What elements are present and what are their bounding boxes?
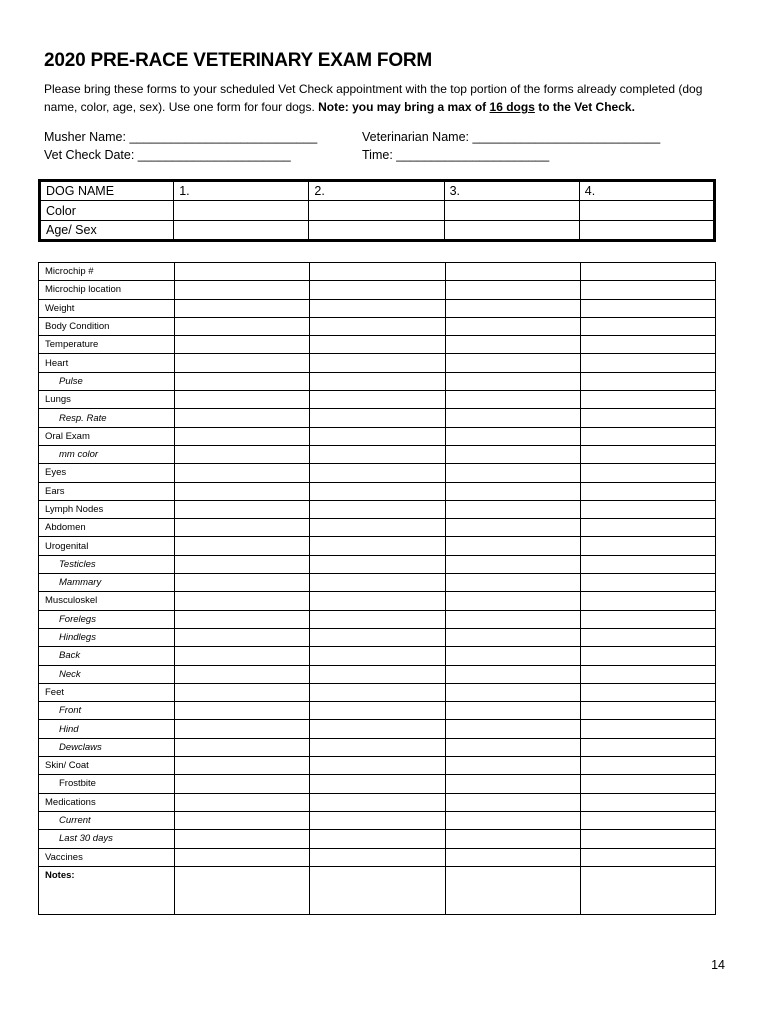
exam-row xyxy=(39,263,716,281)
exam-row xyxy=(39,555,716,573)
exam-cell[interactable] xyxy=(310,372,445,390)
exam-cell[interactable] xyxy=(175,281,310,299)
exam-cell[interactable] xyxy=(310,555,445,573)
exam-cell[interactable] xyxy=(580,317,715,335)
exam-row-label: Microchip location xyxy=(39,281,175,299)
exam-row xyxy=(39,702,716,720)
exam-cell[interactable] xyxy=(445,500,580,518)
age-sex-cell[interactable] xyxy=(579,221,714,241)
age-sex-label: Age/ Sex xyxy=(40,221,174,241)
age-sex-cell[interactable] xyxy=(174,221,309,241)
exam-cell[interactable] xyxy=(175,848,310,866)
exam-cell[interactable] xyxy=(580,665,715,683)
exam-cell[interactable] xyxy=(175,793,310,811)
exam-row-label: Abdomen xyxy=(39,519,175,537)
exam-cell[interactable] xyxy=(175,336,310,354)
exam-cell[interactable] xyxy=(175,702,310,720)
exam-cell[interactable] xyxy=(445,263,580,281)
exam-row xyxy=(39,482,716,500)
exam-cell[interactable] xyxy=(580,354,715,372)
exam-row-label: Front xyxy=(39,702,175,720)
exam-cell[interactable] xyxy=(310,702,445,720)
exam-cell[interactable] xyxy=(310,427,445,445)
exam-cell[interactable] xyxy=(175,592,310,610)
age-sex-cell[interactable] xyxy=(444,221,579,241)
exam-cell[interactable] xyxy=(310,665,445,683)
exam-row-label: Forelegs xyxy=(39,610,175,628)
exam-cell[interactable] xyxy=(310,574,445,592)
exam-cell[interactable] xyxy=(445,793,580,811)
exam-cell[interactable] xyxy=(445,720,580,738)
exam-cell[interactable] xyxy=(310,757,445,775)
exam-cell[interactable] xyxy=(580,574,715,592)
exam-row xyxy=(39,519,716,537)
exam-row-label: Dewclaws xyxy=(39,738,175,756)
exam-cell[interactable] xyxy=(580,610,715,628)
color-label: Color xyxy=(40,201,174,221)
dog-name-row xyxy=(40,181,715,201)
exam-row-label: Mammary xyxy=(39,574,175,592)
exam-cell[interactable] xyxy=(175,866,310,914)
exam-cell[interactable] xyxy=(580,372,715,390)
exam-row-label: Medications xyxy=(39,793,175,811)
exam-cell[interactable] xyxy=(175,263,310,281)
exam-row-label: Notes: xyxy=(39,866,175,914)
exam-row xyxy=(39,592,716,610)
exam-row-label: Body Condition xyxy=(39,317,175,335)
exam-cell[interactable] xyxy=(445,482,580,500)
exam-row xyxy=(39,500,716,518)
exam-cell[interactable] xyxy=(310,445,445,463)
exam-cell[interactable] xyxy=(580,757,715,775)
exam-row xyxy=(39,464,716,482)
exam-cell[interactable] xyxy=(175,811,310,829)
exam-cell[interactable] xyxy=(445,464,580,482)
exam-row-label: Hind xyxy=(39,720,175,738)
exam-cell[interactable] xyxy=(580,720,715,738)
exam-cell[interactable] xyxy=(175,647,310,665)
exam-cell[interactable] xyxy=(310,354,445,372)
exam-row xyxy=(39,299,716,317)
exam-cell[interactable] xyxy=(310,464,445,482)
exam-cell[interactable] xyxy=(445,574,580,592)
exam-row xyxy=(39,647,716,665)
exam-row xyxy=(39,281,716,299)
exam-cell[interactable] xyxy=(445,409,580,427)
intro-note-bold-end: to the Vet Check. xyxy=(534,100,635,114)
exam-cell[interactable] xyxy=(580,519,715,537)
exam-cell[interactable] xyxy=(580,702,715,720)
exam-row xyxy=(39,848,716,866)
exam-cell[interactable] xyxy=(580,500,715,518)
exam-cell[interactable] xyxy=(175,409,310,427)
exam-row-label: Pulse xyxy=(39,372,175,390)
dog-info-table xyxy=(38,179,716,242)
exam-cell[interactable] xyxy=(175,610,310,628)
exam-cell[interactable] xyxy=(580,738,715,756)
color-cell[interactable] xyxy=(444,201,579,221)
exam-row xyxy=(39,409,716,427)
exam-cell[interactable] xyxy=(445,848,580,866)
exam-row-label: Musculoskel xyxy=(39,592,175,610)
exam-cell[interactable] xyxy=(310,500,445,518)
exam-cell[interactable] xyxy=(580,482,715,500)
exam-cell[interactable] xyxy=(580,683,715,701)
exam-row-label: Lymph Nodes xyxy=(39,500,175,518)
exam-cell[interactable] xyxy=(580,811,715,829)
exam-cell[interactable] xyxy=(580,848,715,866)
exam-row xyxy=(39,628,716,646)
dog-column-1[interactable]: 1. xyxy=(174,181,309,201)
color-row xyxy=(40,201,715,221)
exam-row-label: Back xyxy=(39,647,175,665)
exam-cell[interactable] xyxy=(580,537,715,555)
exam-cell[interactable] xyxy=(310,720,445,738)
exam-cell[interactable] xyxy=(310,299,445,317)
exam-cell[interactable] xyxy=(175,720,310,738)
dog-name-label: DOG NAME xyxy=(40,181,174,201)
header-fields xyxy=(44,128,734,164)
exam-cell[interactable] xyxy=(175,299,310,317)
exam-cell[interactable] xyxy=(445,592,580,610)
exam-row-label: mm color xyxy=(39,445,175,463)
exam-cell[interactable] xyxy=(175,757,310,775)
exam-row-label: Resp. Rate xyxy=(39,409,175,427)
exam-row xyxy=(39,793,716,811)
exam-cell[interactable] xyxy=(310,317,445,335)
exam-row xyxy=(39,537,716,555)
exam-cell[interactable] xyxy=(580,263,715,281)
exam-cell[interactable] xyxy=(445,775,580,793)
exam-cell[interactable] xyxy=(445,299,580,317)
exam-cell[interactable] xyxy=(580,427,715,445)
exam-row xyxy=(39,317,716,335)
intro-note-underlined: 16 dogs xyxy=(489,100,535,114)
exam-cell[interactable] xyxy=(175,482,310,500)
exam-row-label: Temperature xyxy=(39,336,175,354)
age-sex-row xyxy=(40,221,715,241)
exam-cell[interactable] xyxy=(580,464,715,482)
exam-cell[interactable] xyxy=(310,519,445,537)
time-field[interactable]: Time: ______________________ xyxy=(362,148,550,162)
exam-cell[interactable] xyxy=(175,391,310,409)
exam-cell[interactable] xyxy=(445,519,580,537)
exam-cell[interactable] xyxy=(310,592,445,610)
intro-text: Please bring these forms to your scheduled Vet Check appointment with the top portion of the forms already completed (dog name, color, age, sex). Use one form for four dogs. xyxy=(44,82,703,114)
exam-cell[interactable] xyxy=(175,830,310,848)
exam-row-label: Lungs xyxy=(39,391,175,409)
exam-row-label: Neck xyxy=(39,665,175,683)
exam-row-label: Hindlegs xyxy=(39,628,175,646)
exam-row xyxy=(39,354,716,372)
exam-cell[interactable] xyxy=(175,628,310,646)
exam-cell[interactable] xyxy=(445,866,580,914)
color-cell[interactable] xyxy=(174,201,309,221)
exam-cell[interactable] xyxy=(580,775,715,793)
exam-row xyxy=(39,757,716,775)
exam-cell[interactable] xyxy=(445,427,580,445)
exam-row xyxy=(39,391,716,409)
exam-cell[interactable] xyxy=(175,683,310,701)
exam-row-label: Testicles xyxy=(39,555,175,573)
exam-cell[interactable] xyxy=(580,830,715,848)
exam-table xyxy=(38,262,716,915)
exam-cell[interactable] xyxy=(445,757,580,775)
exam-row-label: Eyes xyxy=(39,464,175,482)
exam-row xyxy=(39,811,716,829)
exam-cell[interactable] xyxy=(580,445,715,463)
exam-cell[interactable] xyxy=(310,647,445,665)
color-cell[interactable] xyxy=(309,201,444,221)
exam-cell[interactable] xyxy=(445,647,580,665)
exam-cell[interactable] xyxy=(580,391,715,409)
exam-cell[interactable] xyxy=(580,555,715,573)
exam-cell[interactable] xyxy=(310,391,445,409)
exam-cell[interactable] xyxy=(310,811,445,829)
exam-row-label: Vaccines xyxy=(39,848,175,866)
exam-cell[interactable] xyxy=(175,464,310,482)
exam-cell[interactable] xyxy=(445,391,580,409)
exam-cell[interactable] xyxy=(580,336,715,354)
exam-row xyxy=(39,720,716,738)
exam-row-label: Microchip # xyxy=(39,263,175,281)
exam-cell[interactable] xyxy=(175,354,310,372)
exam-cell[interactable] xyxy=(580,793,715,811)
exam-cell[interactable] xyxy=(445,628,580,646)
dog-column-2[interactable]: 2. xyxy=(309,181,444,201)
exam-cell[interactable] xyxy=(310,281,445,299)
exam-row xyxy=(39,610,716,628)
musher-name-field[interactable]: Musher Name: ___________________________ xyxy=(44,130,318,144)
exam-cell[interactable] xyxy=(310,537,445,555)
exam-cell[interactable] xyxy=(175,537,310,555)
intro-paragraph xyxy=(44,80,734,116)
exam-cell[interactable] xyxy=(175,775,310,793)
exam-cell[interactable] xyxy=(445,537,580,555)
exam-cell[interactable] xyxy=(310,866,445,914)
exam-cell[interactable] xyxy=(310,775,445,793)
dog-column-3[interactable]: 3. xyxy=(444,181,579,201)
exam-row-label: Frostbite xyxy=(39,775,175,793)
exam-cell[interactable] xyxy=(175,519,310,537)
exam-row-label: Oral Exam xyxy=(39,427,175,445)
exam-cell[interactable] xyxy=(580,409,715,427)
exam-row xyxy=(39,866,716,914)
exam-cell[interactable] xyxy=(175,427,310,445)
exam-cell[interactable] xyxy=(445,811,580,829)
exam-cell[interactable] xyxy=(310,738,445,756)
exam-cell[interactable] xyxy=(445,354,580,372)
exam-cell[interactable] xyxy=(580,628,715,646)
exam-row xyxy=(39,665,716,683)
exam-cell[interactable] xyxy=(175,500,310,518)
intro-note-bold: Note: you may bring a max of xyxy=(318,100,490,114)
exam-cell[interactable] xyxy=(580,647,715,665)
exam-cell[interactable] xyxy=(580,866,715,914)
exam-cell[interactable] xyxy=(310,409,445,427)
veterinarian-name-field[interactable]: Veterinarian Name: ___________________________ xyxy=(362,130,661,144)
exam-row xyxy=(39,372,716,390)
age-sex-cell[interactable] xyxy=(309,221,444,241)
exam-cell[interactable] xyxy=(445,555,580,573)
exam-cell[interactable] xyxy=(175,372,310,390)
color-cell[interactable] xyxy=(579,201,714,221)
exam-row-label: Ears xyxy=(39,482,175,500)
exam-cell[interactable] xyxy=(445,683,580,701)
exam-cell[interactable] xyxy=(310,793,445,811)
exam-row xyxy=(39,775,716,793)
exam-cell[interactable] xyxy=(445,738,580,756)
exam-cell[interactable] xyxy=(310,263,445,281)
exam-cell[interactable] xyxy=(175,574,310,592)
exam-row xyxy=(39,683,716,701)
exam-cell[interactable] xyxy=(310,628,445,646)
exam-row xyxy=(39,738,716,756)
exam-cell[interactable] xyxy=(175,738,310,756)
exam-row-label: Urogenital xyxy=(39,537,175,555)
exam-row-label: Current xyxy=(39,811,175,829)
exam-cell[interactable] xyxy=(175,317,310,335)
exam-cell[interactable] xyxy=(445,665,580,683)
exam-cell[interactable] xyxy=(310,336,445,354)
exam-row xyxy=(39,574,716,592)
exam-cell[interactable] xyxy=(445,702,580,720)
exam-cell[interactable] xyxy=(175,445,310,463)
exam-cell[interactable] xyxy=(175,665,310,683)
exam-cell[interactable] xyxy=(310,610,445,628)
exam-cell[interactable] xyxy=(445,372,580,390)
exam-cell[interactable] xyxy=(580,281,715,299)
exam-row-label: Heart xyxy=(39,354,175,372)
page-number: 14 xyxy=(711,958,725,972)
exam-row-label: Last 30 days xyxy=(39,830,175,848)
exam-cell[interactable] xyxy=(445,445,580,463)
exam-row-label: Feet xyxy=(39,683,175,701)
exam-cell[interactable] xyxy=(445,281,580,299)
exam-cell[interactable] xyxy=(445,610,580,628)
form-title: 2020 PRE-RACE VETERINARY EXAM FORM xyxy=(44,50,433,71)
exam-cell[interactable] xyxy=(310,830,445,848)
exam-row xyxy=(39,336,716,354)
exam-cell[interactable] xyxy=(445,317,580,335)
exam-cell[interactable] xyxy=(310,482,445,500)
vet-check-date-field[interactable]: Vet Check Date: ______________________ xyxy=(44,148,291,162)
exam-row-label: Weight xyxy=(39,299,175,317)
exam-row xyxy=(39,445,716,463)
exam-row xyxy=(39,427,716,445)
exam-cell[interactable] xyxy=(310,848,445,866)
exam-cell[interactable] xyxy=(445,830,580,848)
exam-row-label: Skin/ Coat xyxy=(39,757,175,775)
exam-cell[interactable] xyxy=(580,299,715,317)
exam-row xyxy=(39,830,716,848)
dog-column-4[interactable]: 4. xyxy=(579,181,714,201)
exam-cell[interactable] xyxy=(580,592,715,610)
exam-cell[interactable] xyxy=(175,555,310,573)
exam-cell[interactable] xyxy=(445,336,580,354)
exam-cell[interactable] xyxy=(310,683,445,701)
